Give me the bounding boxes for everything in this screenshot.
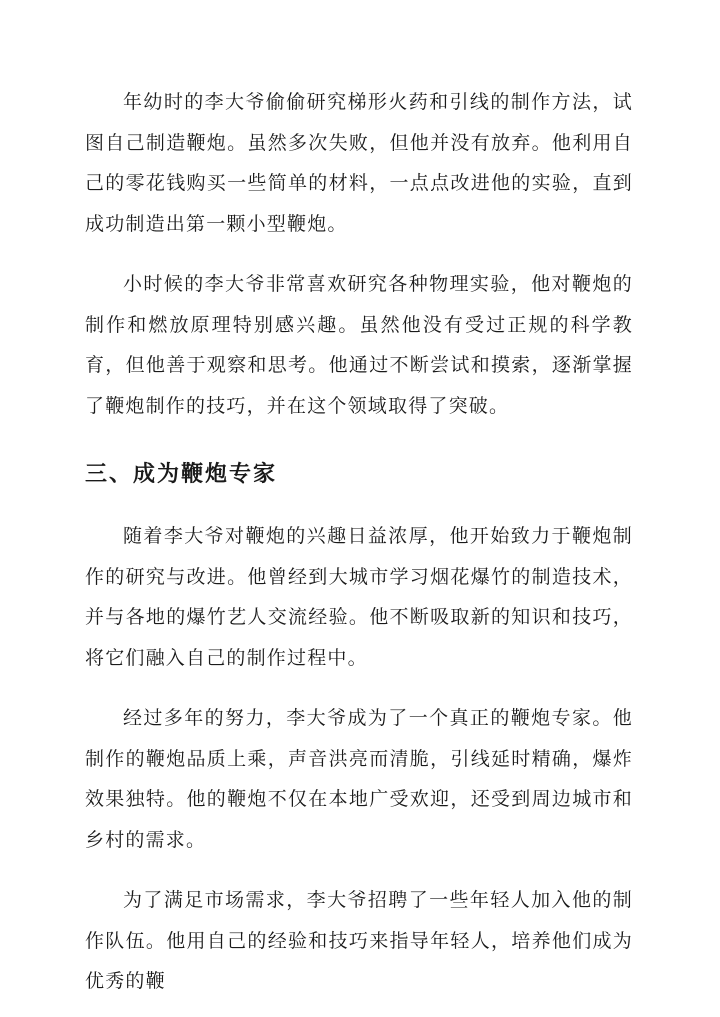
section-heading: 三、成为鞭炮专家 (85, 462, 278, 487)
document-page (85, 82, 633, 1002)
body-paragraph: 为了满足市场需求，李大爷招聘了一些年轻人加入他的制作队伍。他用自己的经验和技巧来指导年轻人，培养他们成为优秀的鞭 (85, 889, 633, 992)
body-paragraph: 随着李大爷对鞭炮的兴趣日益浓厚，他开始致力于鞭炮制作的研究与改进。他曾经到大城市学习烟花爆竹的制造技术，并与各地的爆竹艺人交流经验。他不断吸取新的知识和技巧，将它们融入自己的制作过程中。 (85, 525, 633, 669)
body-paragraph: 年幼时的李大爷偷偷研究梯形火药和引线的制作方法，试图自己制造鞭炮。虽然多次失败，但他并没有放弃。他利用自己的零花钱购买一些简单的材料，一点点改进他的实验，直到成功制造出第一颗小型鞭炮。 (85, 91, 633, 235)
body-paragraph: 小时候的李大爷非常喜欢研究各种物理实验，他对鞭炮的制作和燃放原理特别感兴趣。虽然他没有受过正规的科学教育，但他善于观察和思考。他通过不断尝试和摸索，逐渐掌握了鞭炮制作的技巧，并在这个领域取得了突破。 (85, 273, 633, 417)
body-paragraph: 经过多年的努力，李大爷成为了一个真正的鞭炮专家。他制作的鞭炮品质上乘，声音洪亮而清脆，引线延时精确，爆炸效果独特。他的鞭炮不仅在本地广受欢迎，还受到周边城市和乡村的需求。 (85, 707, 633, 851)
